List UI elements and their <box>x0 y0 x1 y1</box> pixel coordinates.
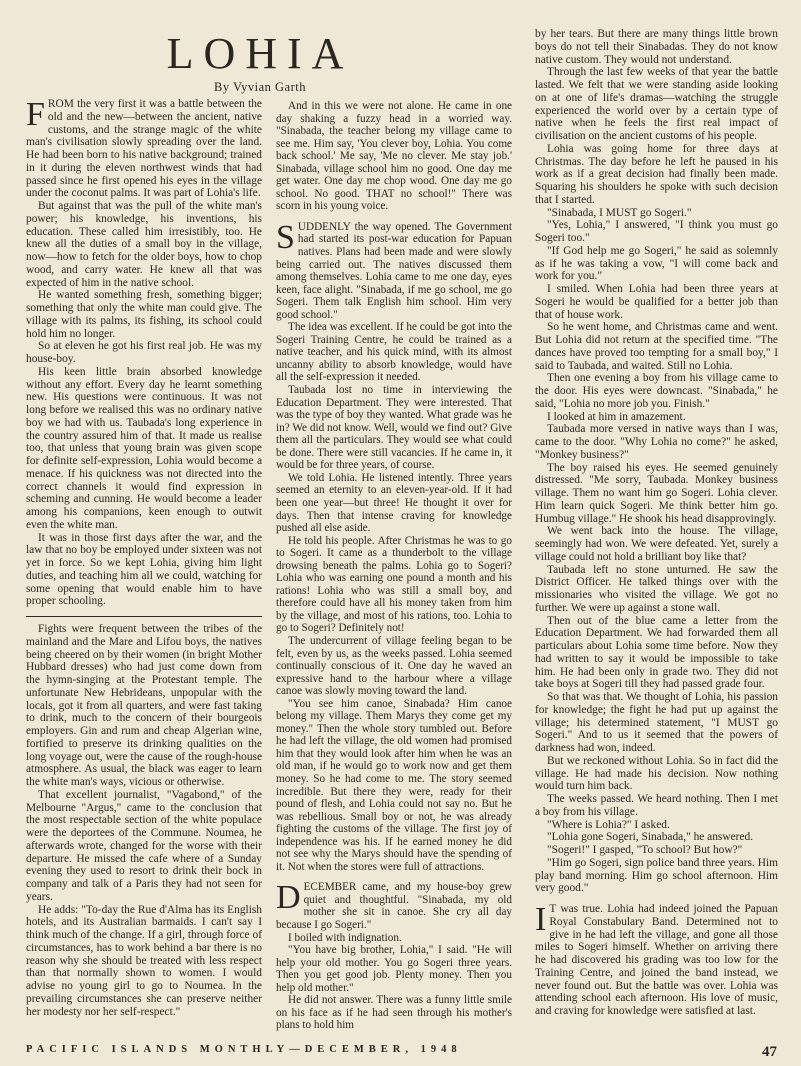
paragraph: That excellent journalist, "Vagabond," of the Melbourne "Argus," came to the conclusion that the most respectable section of the white populace were the deportees of the Commune. Noumea, he afterwards wrote, changed for the worse with their departure. He missed the cafe where of a Sunday evening they used to resort to drink their bock in company and talk of a Paris they had not seen for years. <box>26 788 262 903</box>
paragraph: He wanted something fresh, something bigger; something that only the white man could give. The village with its palms, its fishing, its school could hold him no longer. <box>26 289 262 340</box>
paragraph: "You see him canoe, Sinabada? Him canoe belong my village. Them Marys they come get my money." Then the whole story tumbled out. Before he had left the village, the old women had promised him that they would look after him when he was an old man, if he would go to work now and get them money. So he had come to me. The story seemed incredible. But there they were, ready for their pound of flesh, and Lohia could not say no. But he was rebellious. Small boy or not, he was already fighting the customs of the village. The first joy of independence was his. If he earned money he did not see why the Marys should have the spending of it. Not when the stores were full of attractions. <box>276 697 512 873</box>
paragraph: FROM the very first it was a battle between the old and the new—between the ancient, native customs, and the strange magic of the white man's civilisation slowly spreading over the land. He had been born to his native background; trained in it during the eleven northwest winds that had passed since he first opened his eyes in the village under the coconut palms. It was part of Lohia's life. <box>26 96 262 200</box>
paragraph: So that was that. We thought of Lohia, his passion for knowledge; the fight he had put up against the village; his determined statement, "I MUST go Sogeri." And to us it seemed that the powers of darkness had won, indeed. <box>535 691 778 754</box>
paragraph: "Him go Sogeri, sign police band three years. Him play band morning. Him go school afternoon. Him very good." <box>535 856 778 895</box>
paragraph: "Yes, Lohia," I answered, "I think you must go Sogeri too." <box>535 219 778 244</box>
paragraph: "You have big brother, Lohia," I said. "He will help your old mother. You go Sogeri three years. Then you get good job. Plenty money. Then you help old mother." <box>276 944 512 994</box>
paragraph: SUDDENLY the way opened. The Government had started its post-war education for Papuan natives. Plans had been made and were slowly being carried out. The natives discussed them among themselves. Lohia came to me one day, eyes keen, face alight. "Sinabada, if me go school, me go Sogeri. Them talk English him school. Him very good school." <box>276 218 512 321</box>
paragraph: "Lohia gone Sogeri, Sinabada," he answered. <box>547 831 754 844</box>
page-number: 47 <box>762 1044 777 1060</box>
paragraph: So at eleven he got his first real job. He was my house-boy. <box>26 340 262 365</box>
column-3 <box>535 28 778 1018</box>
publication-name: PACIFIC ISLANDS MONTHLY <box>26 1044 290 1055</box>
paragraph: He told his people. After Christmas he was to go to Sogeri. It came as a thunderbolt to the village drowsing beneath the palms. Lohia go to Sogeri? Lohia who was earning one pound a month and his rations! Lohia who was still a small boy, and therefore could have all his money taken from him by the village, and most of his rations, too. Lohia to go to Sogeri? Definitely not! <box>276 534 512 635</box>
paragraph: And in this we were not alone. He came in one day shaking a fuzzy head in a worried way. "Sinabada, the teacher belong my village came to see me. Him say, 'You clever boy, Lohia. You come back school.' Me say, 'Me no clever. Me stay job.' Sinabada, village school him no good. One day me get water. One day me chop wood. One day me go school. No good. THAT no school!" There was scorn in his young voice. <box>276 100 512 213</box>
paragraph: The idea was excellent. If he could be got into the Sogeri Training Centre, he could be trained as a native teacher, and his quick mind, with its almost uncanny ability to absorb knowledge, would have all the self-expression it needed. <box>276 321 512 384</box>
paragraph: I boiled with indignation. <box>288 931 402 944</box>
section-divider <box>26 616 262 617</box>
paragraph: So he went home, and Christmas came and went. But Lohia did not return at the specified time. "The dances have proved too tempting for a small boy," I said to Taubada, and waited. Still no Lohia. <box>535 321 778 372</box>
drop-cap: I <box>535 901 547 938</box>
paragraph: We told Lohia. He listened intently. Three years seemed an eternity to an eleven-year-old. If it had been one year—but three! He thought it over for days. Then that intense craving for knowledge pushed all else aside. <box>276 471 512 535</box>
paragraph: "Sogeri!" I gasped, "To school? But how?" <box>547 844 743 856</box>
paragraph: by her tears. But there are many things little brown boys do not tell their Sinabadas. They do not know native custom. They would not understand. <box>535 28 778 66</box>
paragraph: I T was true. Lohia had indeed joined the Papuan Royal Constabulary Band. Determined not to give in he had left the village, and gone all those miles to Sogeri himself. Whether on arriving there he had discovered his grading was too low for the Training Centre, and joined the band instead, we never found out. But the battle was over. Lohia was attending school each afternoon. His love of music, and craving for knowledge were satisfied at last. <box>535 901 778 1017</box>
paragraph: DECEMBER came, and my house-boy grew quiet and thoughtful. "Sinabada, my old mother she sit in canoe. She cry all day because I go Sogeri." <box>276 879 512 931</box>
paragraph: Fights were frequent between the tribes of the mainland and the Mare and Lifou boys, the natives being cheered on by their women (in bright Mother Hubbard dresses) who had just come down from the hymn-singing at the Protestant temple. The unfortunate New Hebrideans, unpopular with the locals, got it from all quarters, and were fast taking to drink, much to the concern of their bourgeois employers. Gin and rum and cheap Algerian wine, fortified to preserve its drinking qualities on the long voyage out, were the cause of the rough-house atmosphere. As usual, the black was eager to learn the white man's ways, vicious or otherwise. <box>26 623 262 788</box>
paragraph: Taubada lost no time in interviewing the Education Department. They were interested. That was the type of boy they wanted. What grade was he in? We did not know. Well, would we find out? Give them all the particulars. They would see what could be done. There were still vacancies. If he came in, it would be for three years, of course. <box>276 384 512 472</box>
paragraph: I smiled. When Lohia had been three years at Sogeri he would be qualified for a better job than that of house work. <box>535 283 778 321</box>
column-1 <box>26 98 262 1018</box>
paragraph: "If God help me go Sogeri," he said as solemnly as if he was taking a vow, "I will come back and work for you." <box>535 244 778 283</box>
paragraph: Then out of the blue came a letter from the Education Department. We had forwarded them all particulars about Lohia some time before. Now they had written to say it would be impossible to take him. He had been only in grade two. They did not take boys at Sogeri till they had passed grade four. <box>535 614 778 691</box>
byline: By Vyvian Garth <box>214 80 306 94</box>
paragraph: He did not answer. There was a funny little smile on his face as if he had seen through his mother's plans to hold him <box>276 994 512 1032</box>
paragraph: The boy raised his eyes. He seemed genuinely distressed. "Me sorry, Taubada. Monkey business village. Them no want him go Sogeri. Lohia clever. Him learn quick Sogeri. Me think better him go. Humbug village." He shook his head disapprovingly. <box>535 461 778 525</box>
publication-date: —DECEMBER, 1948 <box>289 1044 462 1055</box>
drop-cap: S <box>276 218 295 256</box>
paragraph: His keen little brain absorbed knowledge without any effort. Every day he learnt something new. His questions were continuous. It was not long before we realised this was no ordinary native boy we had with us. Taubada's long experience in the country assured him of that. It made us realise too, that unless that young brain was given scope for definite self-expression, Lohia would become a menace. If his quickness was not directed into the correct channels it would find expression in scheming and cunning. He would become a leader among his companions, keen enough to outwit even the white man. <box>26 365 262 531</box>
paragraph: The weeks passed. We heard nothing. Then I met a boy from his village. <box>535 793 778 818</box>
paragraph: The undercurrent of village feeling began to be felt, even by us, as the weeks passed. Lohia seemed continually conscious of it. One day he waved an expressive hand to the harbour where a village canoe was slowly moving toward the land. <box>276 634 512 698</box>
paragraph: But against that was the pull of the white man's power; his knowledge, his inventions, his education. These called him irresistibly, too. He knew all the duties of a small boy in the village, now—how to fetch for the older boys, how to chop wood, and carry water. He knew all that was expected of him in the native school. <box>26 200 262 289</box>
paragraph: Lohia was going home for three days at Christmas. The day before he left he paused in his work as if a great decision had finally been made. Squaring his shoulders he spoke with such decision that I started. <box>535 142 778 206</box>
column-2 <box>276 100 512 1032</box>
paragraph: Taubada more versed in native ways than I was, came to the door. "Why Lohia no come?" he asked, "Monkey business?" <box>535 423 778 461</box>
paragraph: We went back into the house. The village, seemingly had won. We were defeated. Yet, surely a village could not hold a brilliant boy like that? <box>535 525 778 563</box>
drop-cap: F <box>26 96 45 133</box>
drop-cap: D <box>276 879 301 917</box>
paragraph: It was in those first days after the war, and the law that no boy be employed under sixteen was not yet in force. So we kept Lohia, giving him light duties, and teaching him all we could, watching for some opening that would enable him to have proper schooling. <box>26 531 262 608</box>
paragraph: Through the last few weeks of that year the battle lasted. We felt that we were standing aside looking on at one of life's dramas—watching the struggle experienced the world over by a certain type of native when he feels the first real impact of civilisation on the ancient customs of his people. <box>535 66 778 142</box>
paragraph: "Sinabada, I MUST go Sogeri." <box>547 206 692 219</box>
paragraph: "Where is Lohia?" I asked. <box>547 818 670 831</box>
paragraph: But we reckoned without Lohia. So in fact did the village. He had made his decision. Now nothing would turn him back. <box>535 754 778 793</box>
paragraph: I looked at him in amazement. <box>547 410 686 423</box>
paragraph: Then one evening a boy from his village came to the door. His eyes were downcast. "Sinabada," he said, "Lohia no more job you. Finish." <box>535 372 778 410</box>
article-title: LOHIA <box>166 29 354 78</box>
paragraph: Taubada left no stone unturned. He saw the District Officer. He talked things over with the missionaries who visited the village. We got no further. We were up against a stone wall. <box>535 563 778 614</box>
paragraph: He adds: "To-day the Rue d'Alma has its English hotels, and its Australian barmaids. I can't say I think much of the change. If a girl, through force of circumstances, has to work behind a bar there is no reason why she should be treated with less respect than that normally shown to women. I would advise no young girl to go to Noumea. In the prevailing circumstances she can preserve neither her modesty nor her self-respect." <box>26 903 262 1018</box>
footer-publication <box>26 1044 462 1055</box>
